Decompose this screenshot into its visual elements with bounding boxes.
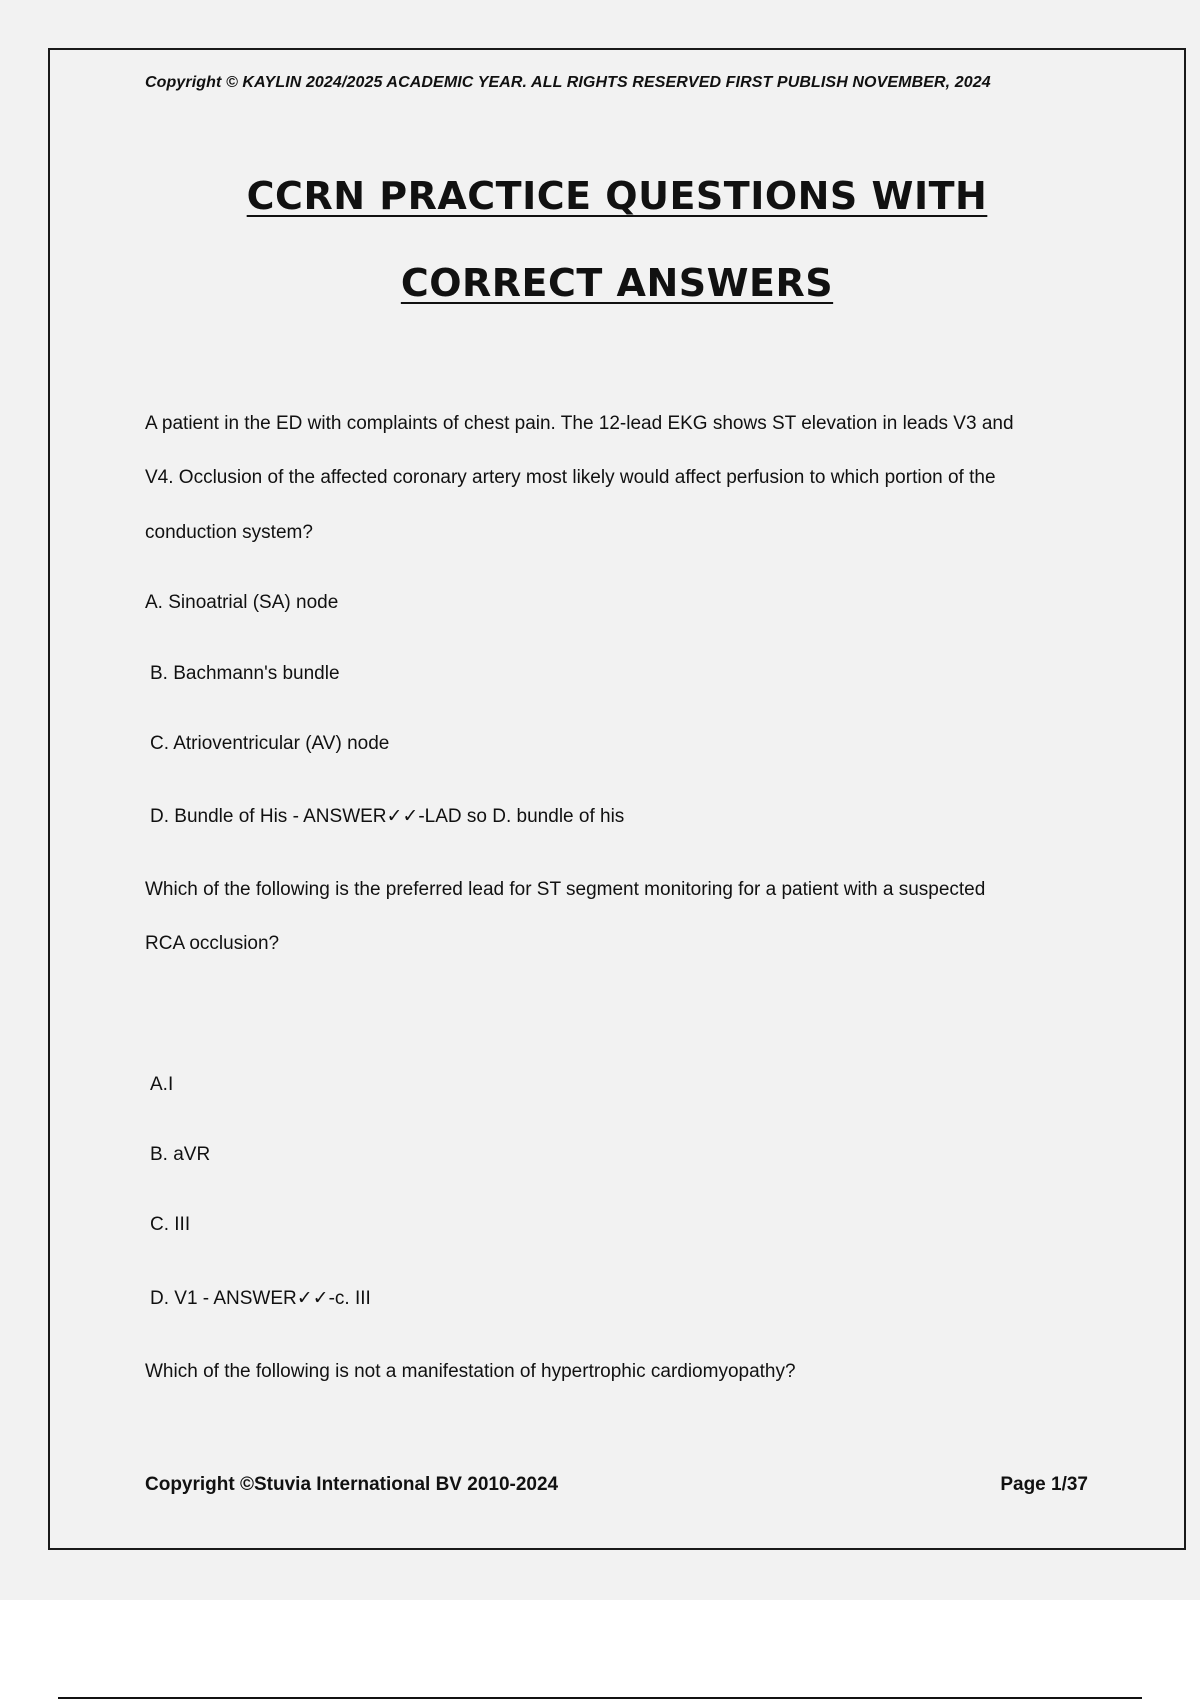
question-1-option-b: B. Bachmann's bundle [150, 663, 340, 684]
question-2-option-c: C. III [150, 1214, 191, 1235]
question-1-stem-line-1: A patient in the ED with complaints of chest pain. The 12-lead EKG shows ST elevation in leads V3 and [145, 413, 1014, 434]
question-1-option-c: C. Atrioventricular (AV) node [150, 733, 390, 754]
question-2-option-d-answer: D. V1 - ANSWER✓✓-c. III [150, 1288, 371, 1309]
document-title-line-1: CCRN PRACTICE QUESTIONS WITH [246, 174, 988, 218]
document-title-line-2: CORRECT ANSWERS [400, 261, 834, 305]
footer-copyright: Copyright ©Stuvia International BV 2010-2024 [145, 1474, 559, 1495]
page-number: Page 1/37 [1000, 1474, 1088, 1495]
question-3-stem-line-1: Which of the following is not a manifestation of hypertrophic cardiomyopathy? [145, 1361, 796, 1382]
header-copyright: Copyright © KAYLIN 2024/2025 ACADEMIC YEAR. ALL RIGHTS RESERVED FIRST PUBLISH NOVEMBER, 2024 [145, 74, 991, 91]
next-page-top-rule [58, 1697, 1142, 1699]
question-2-stem-line-1: Which of the following is the preferred lead for ST segment monitoring for a patient with a suspected [145, 879, 986, 900]
question-2-option-a: A.I [150, 1074, 174, 1095]
question-1-option-d-answer: D. Bundle of His - ANSWER✓✓-LAD so D. bundle of his [150, 806, 625, 827]
question-1-stem-line-3: conduction system? [145, 522, 313, 543]
question-1-stem-line-2: V4. Occlusion of the affected coronary artery most likely would affect perfusion to which portion of the [145, 467, 996, 488]
question-2-stem-line-2: RCA occlusion? [145, 933, 280, 954]
question-2-option-b: B. aVR [150, 1144, 211, 1165]
question-1-option-a: A. Sinoatrial (SA) node [145, 592, 339, 613]
